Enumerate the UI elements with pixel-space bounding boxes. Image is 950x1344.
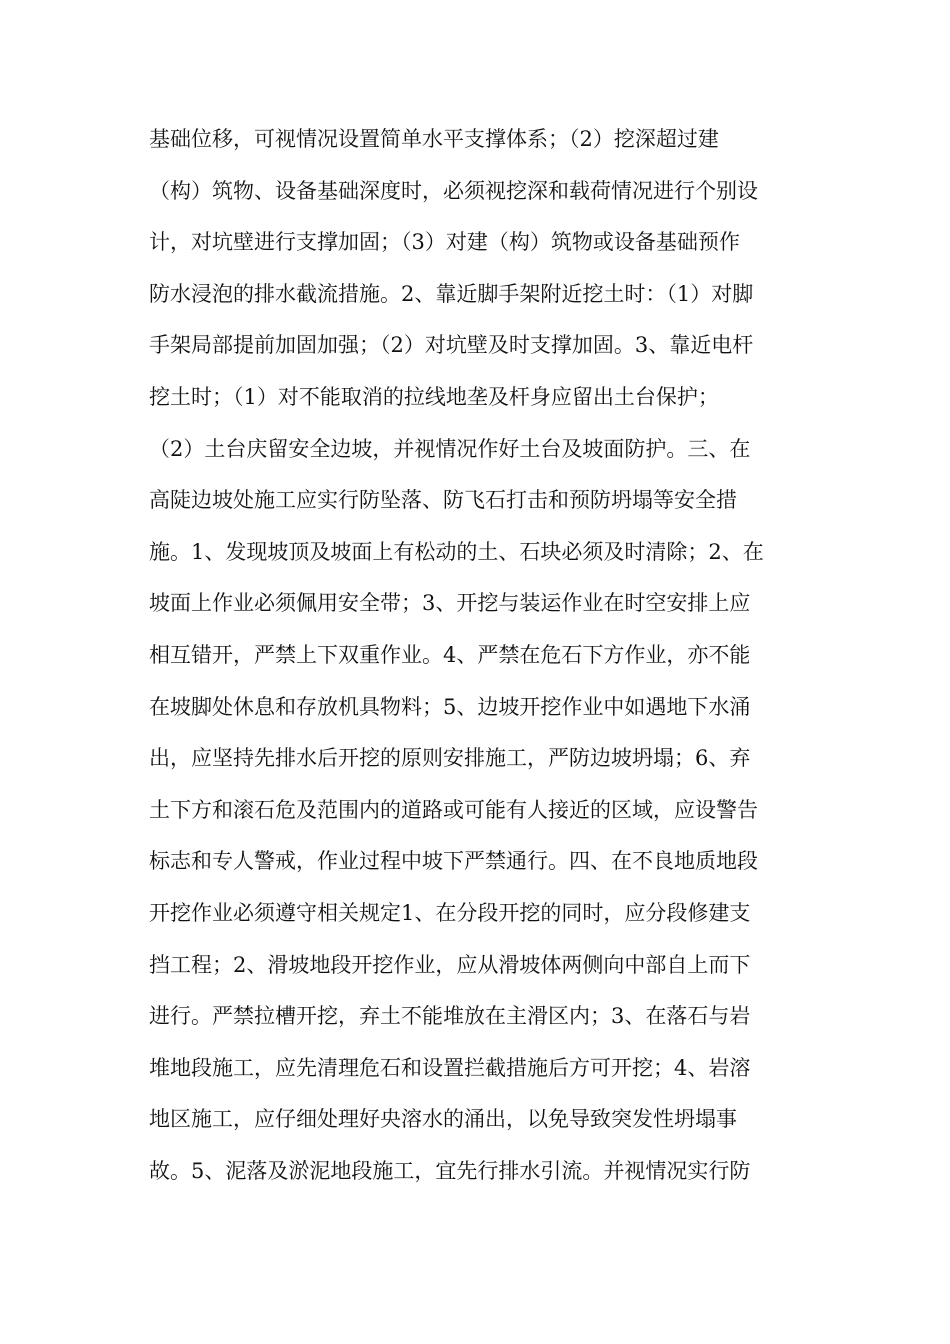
- text-line: 基础位移，可视情况设置简单水平支撑体系；（2）挖深超过建: [149, 127, 719, 151]
- body-text: [149, 114, 809, 1197]
- text-line: 故。5、泥落及淤泥地段施工，宜先行排水引流。并视情况实行防: [149, 1158, 751, 1183]
- text-line: 挖土时；（1）对不能取消的拉线地垄及杆身应留出土台保护；: [149, 384, 719, 409]
- text-line: 堆地段施工，应先清理危石和设置拦截措施后方可开挖；4、岩溶: [149, 1055, 751, 1080]
- text-line: 在坡脚处休息和存放机具物料；5、边坡开挖作业中如遇地下水涌: [149, 694, 751, 719]
- text-line: 土下方和滚石危及范围内的道路或可能有人接近的区域，应设警告: [149, 797, 758, 822]
- text-line: 进行。严禁拉槽开挖，弃土不能堆放在主滑区内；3、在落石与岩: [149, 1004, 751, 1029]
- text-line: 挡工程；2、滑坡地段开挖作业，应从滑坡体两侧向中部自上而下: [149, 952, 751, 977]
- text-line: 相互错开，严禁上下双重作业。4、严禁在危石下方作业，亦不能: [149, 642, 751, 667]
- text-line: 手架局部提前加固加强；（2）对坑壁及时支撑加固。3、靠近电杆: [149, 333, 754, 358]
- text-line: 出，应坚持先排水后开挖的原则安排施工，严防边坡坍塌；6、弃: [149, 746, 751, 771]
- text-line: 计，对坑壁进行支撑加固；（3）对建（构）筑物或设备基础预作: [149, 230, 740, 255]
- text-line: 地区施工，应仔细处理好央溶水的涌出，以免导致突发性坍塌事: [149, 1107, 737, 1132]
- text-line: 施。1、发现坡顶及坡面上有松动的土、石块必须及时清除；2、在: [149, 539, 764, 564]
- text-line: （构）筑物、设备基础深度时，必须视挖深和载荷情况进行个别设: [149, 178, 758, 203]
- text-line: 高陡边坡处施工应实行防坠落、防飞石打击和预防坍塌等安全措: [149, 488, 737, 513]
- text-line: 标志和专人警戒，作业过程中坡下严禁通行。四、在不良地质地段: [149, 849, 758, 874]
- text-line: 坡面上作业必须佩用安全带；3、开挖与装运作业在时空安排上应: [149, 591, 751, 616]
- text-line: （2）土台庆留安全边坡，并视情况作好土台及坡面防护。三、在: [149, 436, 751, 461]
- text-line: 防水浸泡的排水截流措施。2、靠近脚手架附近挖土时：（1）对脚: [149, 281, 754, 306]
- text-line: 开挖作业必须遵守相关规定1、在分段开挖的同时，应分段修建支: [149, 900, 751, 925]
